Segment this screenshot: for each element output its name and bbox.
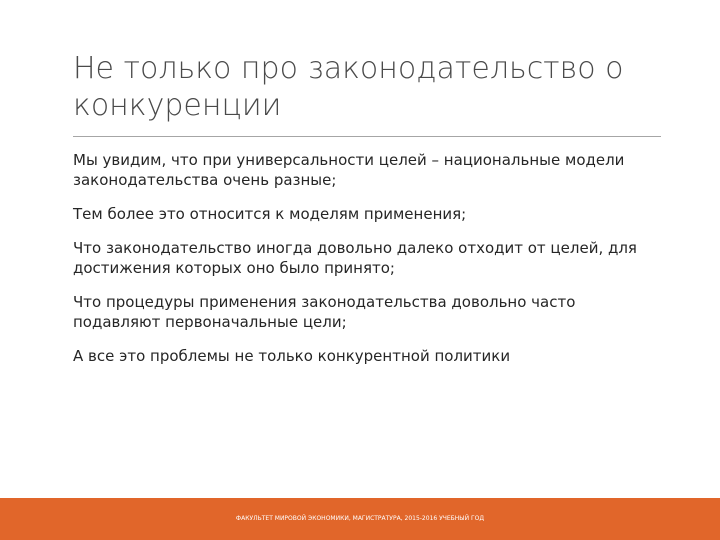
footer-text: ФАКУЛЬТЕТ МИРОВОЙ ЭКОНОМИКИ, МАГИСТРАТУРА, 2015-2016 УЧЕБНЫЙ ГОД: [235, 515, 485, 522]
bullet-text: А все это проблемы не только конкурентной политики: [73, 347, 511, 365]
bullet-item: [73, 238, 663, 278]
title-divider: [73, 136, 661, 137]
bullet-item: [73, 292, 663, 332]
bullet-item: [73, 150, 663, 190]
bullet-text: Тем более это относится к моделям применения;: [73, 205, 467, 223]
bullet-text: Мы увидим, что при универсальности целей – национальные модели законодательства очень разные;: [73, 151, 625, 189]
slide-title: Не только про законодательство о конкуренции: [73, 51, 624, 123]
bullet-item: [73, 346, 663, 366]
bullet-text: Что процедуры применения законодательства довольно часто подавляют первоначальные цели;: [73, 293, 576, 331]
bullet-item: [73, 204, 663, 224]
bullet-list: [73, 150, 663, 380]
bullet-text: Что законодательство иногда довольно далеко отходит от целей, для достижения которых оно было принято;: [73, 239, 637, 277]
footer-band: [0, 498, 720, 540]
